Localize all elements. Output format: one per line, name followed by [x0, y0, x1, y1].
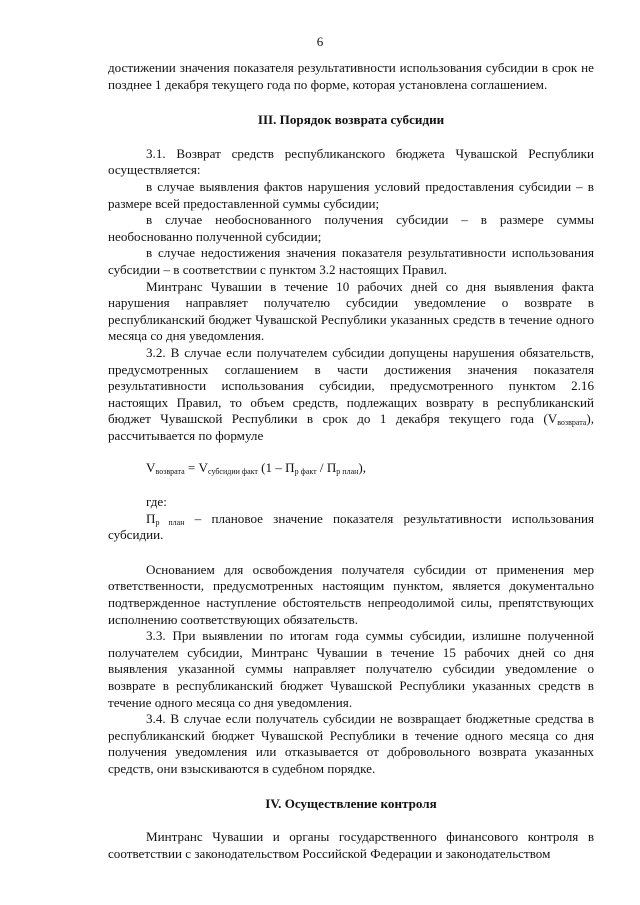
where-label: где: — [146, 494, 167, 510]
formula-pp-sub: р план — [336, 467, 359, 477]
paragraph-continuation: достижении значения показателя результативности использования субсидии в срок не позднее 1 декабря текущего года по форме, которая установлена соглашением. — [108, 60, 594, 92]
formula-end: ), — [358, 460, 367, 476]
definition-subscript: р план — [155, 517, 185, 527]
definition-plan-value — [108, 511, 594, 544]
formula-pf-sub: р факт — [294, 467, 317, 477]
formula-vs-sub: субсидии факт — [208, 467, 258, 477]
definition-symbol: П — [146, 510, 156, 526]
formula-eq: = V — [184, 460, 209, 476]
paragraph-force-majeure: Основанием для освобождения получателя субсидии от применения мер ответственности, предусмотренных настоящим пунктом, является документально подтвержденное наступление обстоятельств непреодолимой силы, препятствующих исполнению соответствующих обязательств. — [108, 561, 594, 627]
paragraph-case-violation: в случае выявления фактов нарушения условий предоставления субсидии – в размере всей предоставленной суммы субсидии; — [108, 178, 594, 211]
definition-text: – плановое значение показателя результативности использования субсидии. — [108, 510, 594, 543]
paragraph-3-2 — [108, 345, 594, 445]
paragraph-control: Минтранс Чувашии и органы государственного финансового контроля в соответствии с законодательством Российской Федерации и законодательством — [108, 829, 594, 861]
formula-mid: (1 – П — [257, 460, 295, 476]
paragraph-3-2-subscript: возврата — [557, 418, 587, 428]
page-content — [108, 60, 594, 862]
paragraph-case-nonachievement: в случае недостижения значения показателя результативности использования субсидии – в соответствии с пунктом 3.2 настоящих Правил. — [108, 245, 594, 277]
paragraph-3-2-text: 3.2. В случае если получателем субсидии допущены нарушения обязательств, предусмотренных соглашением в части достижения значения показателя результативности использования субсидии, предусмотренного пунктом 2.16 настоящих Правил, то объем средств, подлежащих возврату в республиканский бюджет Чувашской Республики в срок до 1 декабря текущего года (V — [108, 344, 594, 427]
formula — [108, 460, 594, 477]
formula-v: V — [146, 460, 156, 476]
formula-v-sub: возврата — [155, 467, 185, 477]
paragraph-3-4: 3.4. В случае если получатель субсидии не возвращает бюджетные средства в республиканский бюджет Чувашской Республики в течение одного месяца со дня получения уведомления или отказывается от добровольного возврата указанных средств, они взыскиваются в судебном порядке. — [108, 711, 594, 776]
paragraph-notification: Минтранс Чувашии в течение 10 рабочих дней со дня выявления факта нарушения направляет получателю субсидии уведомление о возврате в республиканский бюджет Чувашской Республики указанных средств в течение одного месяца со дня уведомления. — [108, 278, 594, 344]
paragraph-3-2-end: ), рассчитывается по формуле — [108, 411, 594, 443]
formula-slash: / П — [316, 460, 337, 476]
page-number: 6 — [316, 34, 324, 49]
paragraph-3-1: 3.1. Возврат средств республиканского бюджета Чувашской Республики осуществляется: — [108, 145, 594, 178]
section-heading-4: IV. Осуществление контроля — [265, 795, 437, 811]
section-heading-3: III. Порядок возврата субсидии — [257, 112, 445, 128]
paragraph-3-3: 3.3. При выявлении по итогам года суммы субсидии, излишне полученной получателем субсидии, Минтранс Чувашии в течение 15 рабочих дней со дня выявления указанной суммы направляет получателю субсидии уведомление о возврате в республиканский бюджет Чувашской Республики указанных средств в течение одного месяца со дня уведомления. — [108, 628, 594, 710]
paragraph-case-unjustified: в случае необоснованного получения субсидии – в размере суммы необоснованно полученной субсидии; — [108, 212, 594, 244]
